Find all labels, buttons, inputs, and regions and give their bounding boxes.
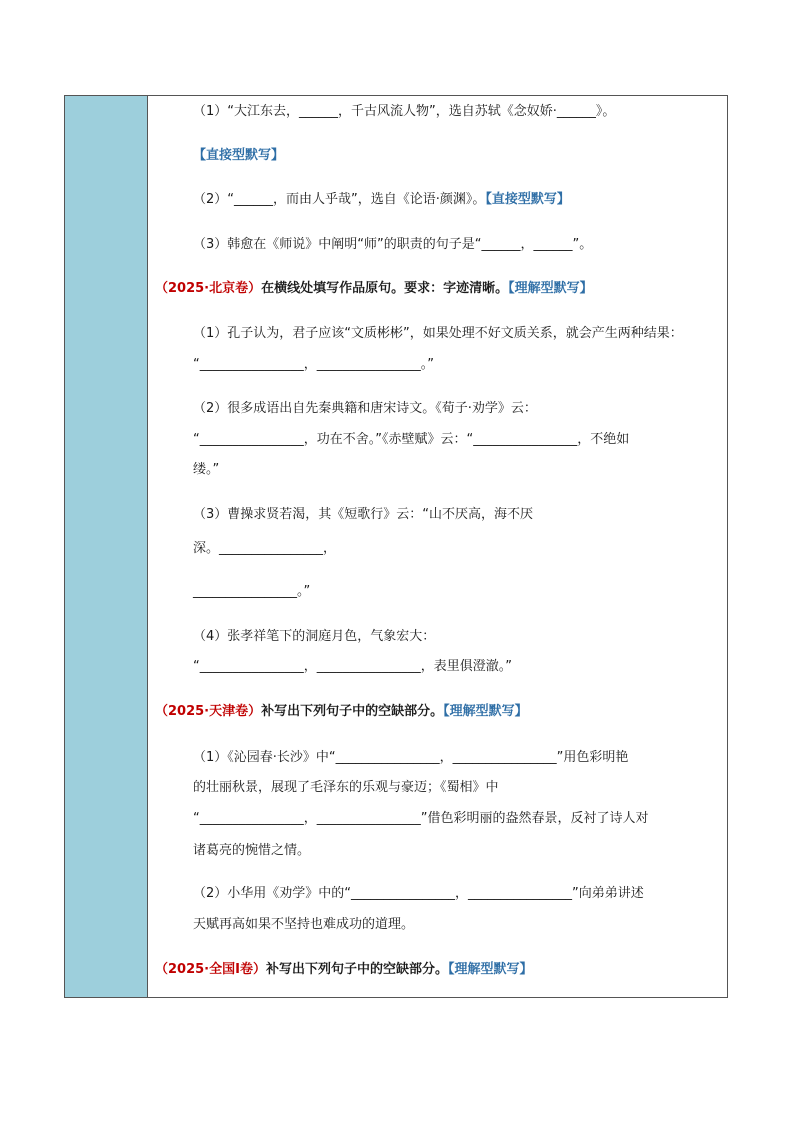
bj-item-2 <box>193 401 537 417</box>
text-line: （1）孔子认为，君子应该“文质彬彬”，如果处理不好文质关系，就会产生两种结果： <box>193 326 683 341</box>
item-1-tag-line <box>193 148 284 164</box>
instruction-text: 补写出下列句子中的空缺部分。 <box>261 704 444 719</box>
type-tag: 【理解型默写】 <box>508 281 593 296</box>
bj-item-3-line2 <box>193 541 336 557</box>
text-line: （1）《沁园春·长沙》中“________________，________________”用色彩明艳 <box>193 750 629 765</box>
text-line: （2）很多成语出自先秦典籍和唐宋诗文。《荀子·劝学》云： <box>193 401 537 416</box>
text-line: ________________。” <box>193 584 311 599</box>
type-tag: 【直接型默写】 <box>193 148 285 163</box>
question-header-beijing <box>155 281 593 297</box>
bj-item-1-blanks <box>193 357 434 373</box>
question-header-national <box>155 962 533 978</box>
type-tag: 【直接型默写】 <box>485 192 570 207</box>
bj-item-4 <box>193 629 435 645</box>
item-3-text: （3）韩愈在《师说》中阐明“师”的职责的句子是“______，______”。 <box>193 237 593 252</box>
item-2-text: （2）“______，而由人乎哉”，选自《论语·颜渊》。 <box>193 192 486 207</box>
bj-item-2-blanks <box>193 432 629 448</box>
type-tag: 【理解型默写】 <box>447 962 533 977</box>
tj-item-1 <box>193 750 628 766</box>
text-line: “________________，________________。” <box>193 357 434 372</box>
bj-item-2-end <box>193 462 219 478</box>
tj-item-1-line4 <box>193 843 310 859</box>
tj-item-1-line3 <box>193 811 648 827</box>
question-header-tianjin <box>155 704 528 720</box>
text-line: （4）张孝祥笔下的洞庭月色，气象宏大： <box>193 629 436 644</box>
instruction-text: 在横线处填写作品原句。要求：字迹清晰。 <box>261 281 509 296</box>
type-tag: 【理解型默写】 <box>443 704 528 719</box>
tj-item-2-line2 <box>193 917 414 933</box>
question-table <box>64 95 728 998</box>
text-line: 深。________________， <box>193 541 337 556</box>
item-1 <box>193 104 615 120</box>
item-2 <box>193 192 570 208</box>
text-line: （3）曹操求贤若渴，其《短歌行》云：“山不厌高，海不厌 <box>193 507 534 522</box>
text-line: 天赋再高如果不坚持也难成功的道理。 <box>193 917 415 932</box>
text-line: 缕。” <box>193 462 220 477</box>
instruction-text: 补写出下列句子中的空缺部分。 <box>265 962 448 977</box>
bj-item-3 <box>193 507 533 523</box>
item-1-text: （1）“大江东去，______，千古风流人物”，选自苏轼《念奴娇·______》。 <box>193 104 616 119</box>
text-line: “________________，________________”借色彩明丽的盎然春景，反衬了诗人对 <box>193 811 649 826</box>
text-line: “________________，功在不舍。”《赤壁赋》云：“________________，不绝如 <box>193 432 630 447</box>
source-label: （2025·北京卷） <box>155 281 262 296</box>
source-label: （2025·全国Ⅰ卷） <box>155 962 266 977</box>
tj-item-1-line2 <box>193 780 499 796</box>
text-line: “________________，________________，表里俱澄澈。” <box>193 659 512 674</box>
bj-item-1 <box>193 326 683 342</box>
text-line: 诸葛亮的惋惜之情。 <box>193 843 311 858</box>
tj-item-2 <box>193 886 644 902</box>
text-line: （2）小华用《劝学》中的“________________，________________”向弟弟讲述 <box>193 886 644 901</box>
text-line: 的壮丽秋景，展现了毛泽东的乐观与豪迈；《蜀相》中 <box>193 780 499 795</box>
bj-item-4-blanks <box>193 659 512 675</box>
item-3 <box>193 237 592 253</box>
side-column <box>65 96 148 997</box>
bj-item-3-line3 <box>193 584 310 600</box>
source-label: （2025·天津卷） <box>155 704 262 719</box>
